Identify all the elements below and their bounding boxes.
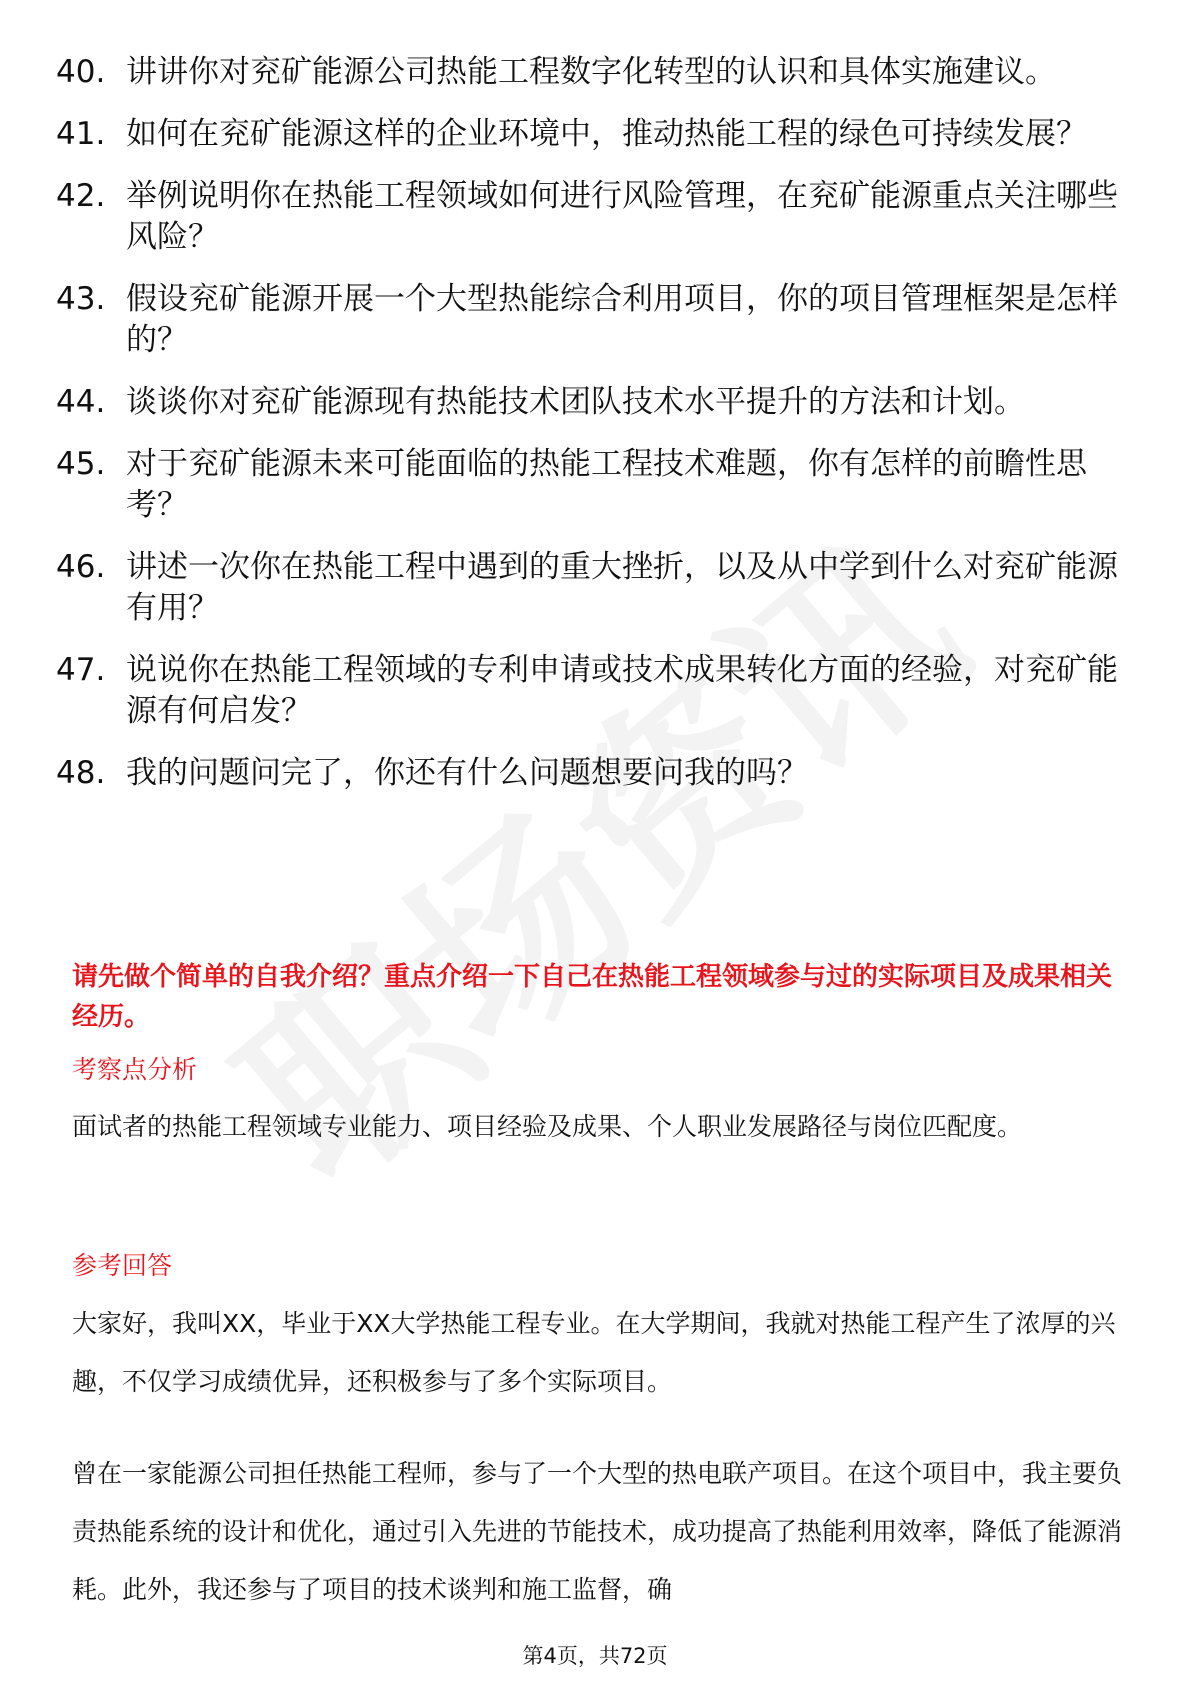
question-text: 举例说明你在热能工程领域如何进行风险管理，在兖矿能源重点关注哪些风险？ [126, 178, 1118, 255]
list-item [56, 52, 1136, 93]
question-headline: 请先做个简单的自我介绍？重点介绍一下自己在热能工程领域参与过的实际项目及成果相关经历。 [72, 962, 1113, 1032]
question-text: 假设兖矿能源开展一个大型热能综合利用项目，你的项目管理框架是怎样的？ [126, 281, 1118, 358]
reference-title: 参考回答 [72, 1251, 173, 1280]
question-text: 对于兖矿能源未来可能面临的热能工程技术难题，你有怎样的前瞻性思考？ [126, 446, 1087, 523]
list-item [56, 444, 1136, 526]
list-item [56, 650, 1136, 732]
question-number: 40. [56, 54, 106, 90]
list-item [56, 547, 1136, 629]
list-item [56, 176, 1136, 258]
page-number: 第4页，共72页 [522, 1644, 668, 1668]
question-number: 45. [56, 446, 106, 482]
question-text: 如何在兖矿能源这样的企业环境中，推动热能工程的绿色可持续发展？ [126, 116, 1087, 152]
question-number: 47. [56, 652, 106, 688]
question-text: 谈谈你对兖矿能源现有热能技术团队技术水平提升的方法和计划。 [126, 384, 1025, 420]
question-number: 42. [56, 178, 106, 214]
question-number: 43. [56, 281, 106, 317]
reference-paragraph-1: 大家好，我叫XX，毕业于XX大学热能工程专业。在大学期间，我就对热能工程产生了浓厚的兴趣，不仅学习成绩优异，还积极参与了多个实际项目。 [72, 1309, 1116, 1396]
analysis-text: 面试者的热能工程领域专业能力、项目经验及成果、个人职业发展路径与岗位匹配度。 [72, 1112, 1023, 1141]
list-item [56, 114, 1136, 155]
question-number: 44. [56, 384, 106, 420]
reference-paragraph-2: 曾在一家能源公司担任热能工程师，参与了一个大型的热电联产项目。在这个项目中，我主要负责热能系统的设计和优化，通过引入先进的节能技术，成功提高了热能利用效率，降低了能源消耗。此外，我还参与了项目的技术谈判和施工监督，确 [72, 1459, 1123, 1604]
analysis-title: 考察点分析 [72, 1055, 198, 1084]
question-number: 41. [56, 116, 106, 152]
question-number: 48. [56, 755, 106, 791]
question-text: 讲述一次你在热能工程中遇到的重大挫折，以及从中学到什么对兖矿能源有用？ [126, 549, 1118, 626]
list-item [56, 382, 1136, 423]
question-list [56, 52, 1136, 815]
question-text: 讲讲你对兖矿能源公司热能工程数字化转型的认识和具体实施建议。 [126, 54, 1056, 90]
list-item [56, 279, 1136, 361]
list-item [56, 753, 1136, 794]
question-text: 我的问题问完了，你还有什么问题想要问我的吗？ [126, 755, 808, 791]
question-number: 46. [56, 549, 106, 585]
question-text: 说说你在热能工程领域的专利申请或技术成果转化方面的经验，对兖矿能源有何启发？ [126, 652, 1118, 729]
